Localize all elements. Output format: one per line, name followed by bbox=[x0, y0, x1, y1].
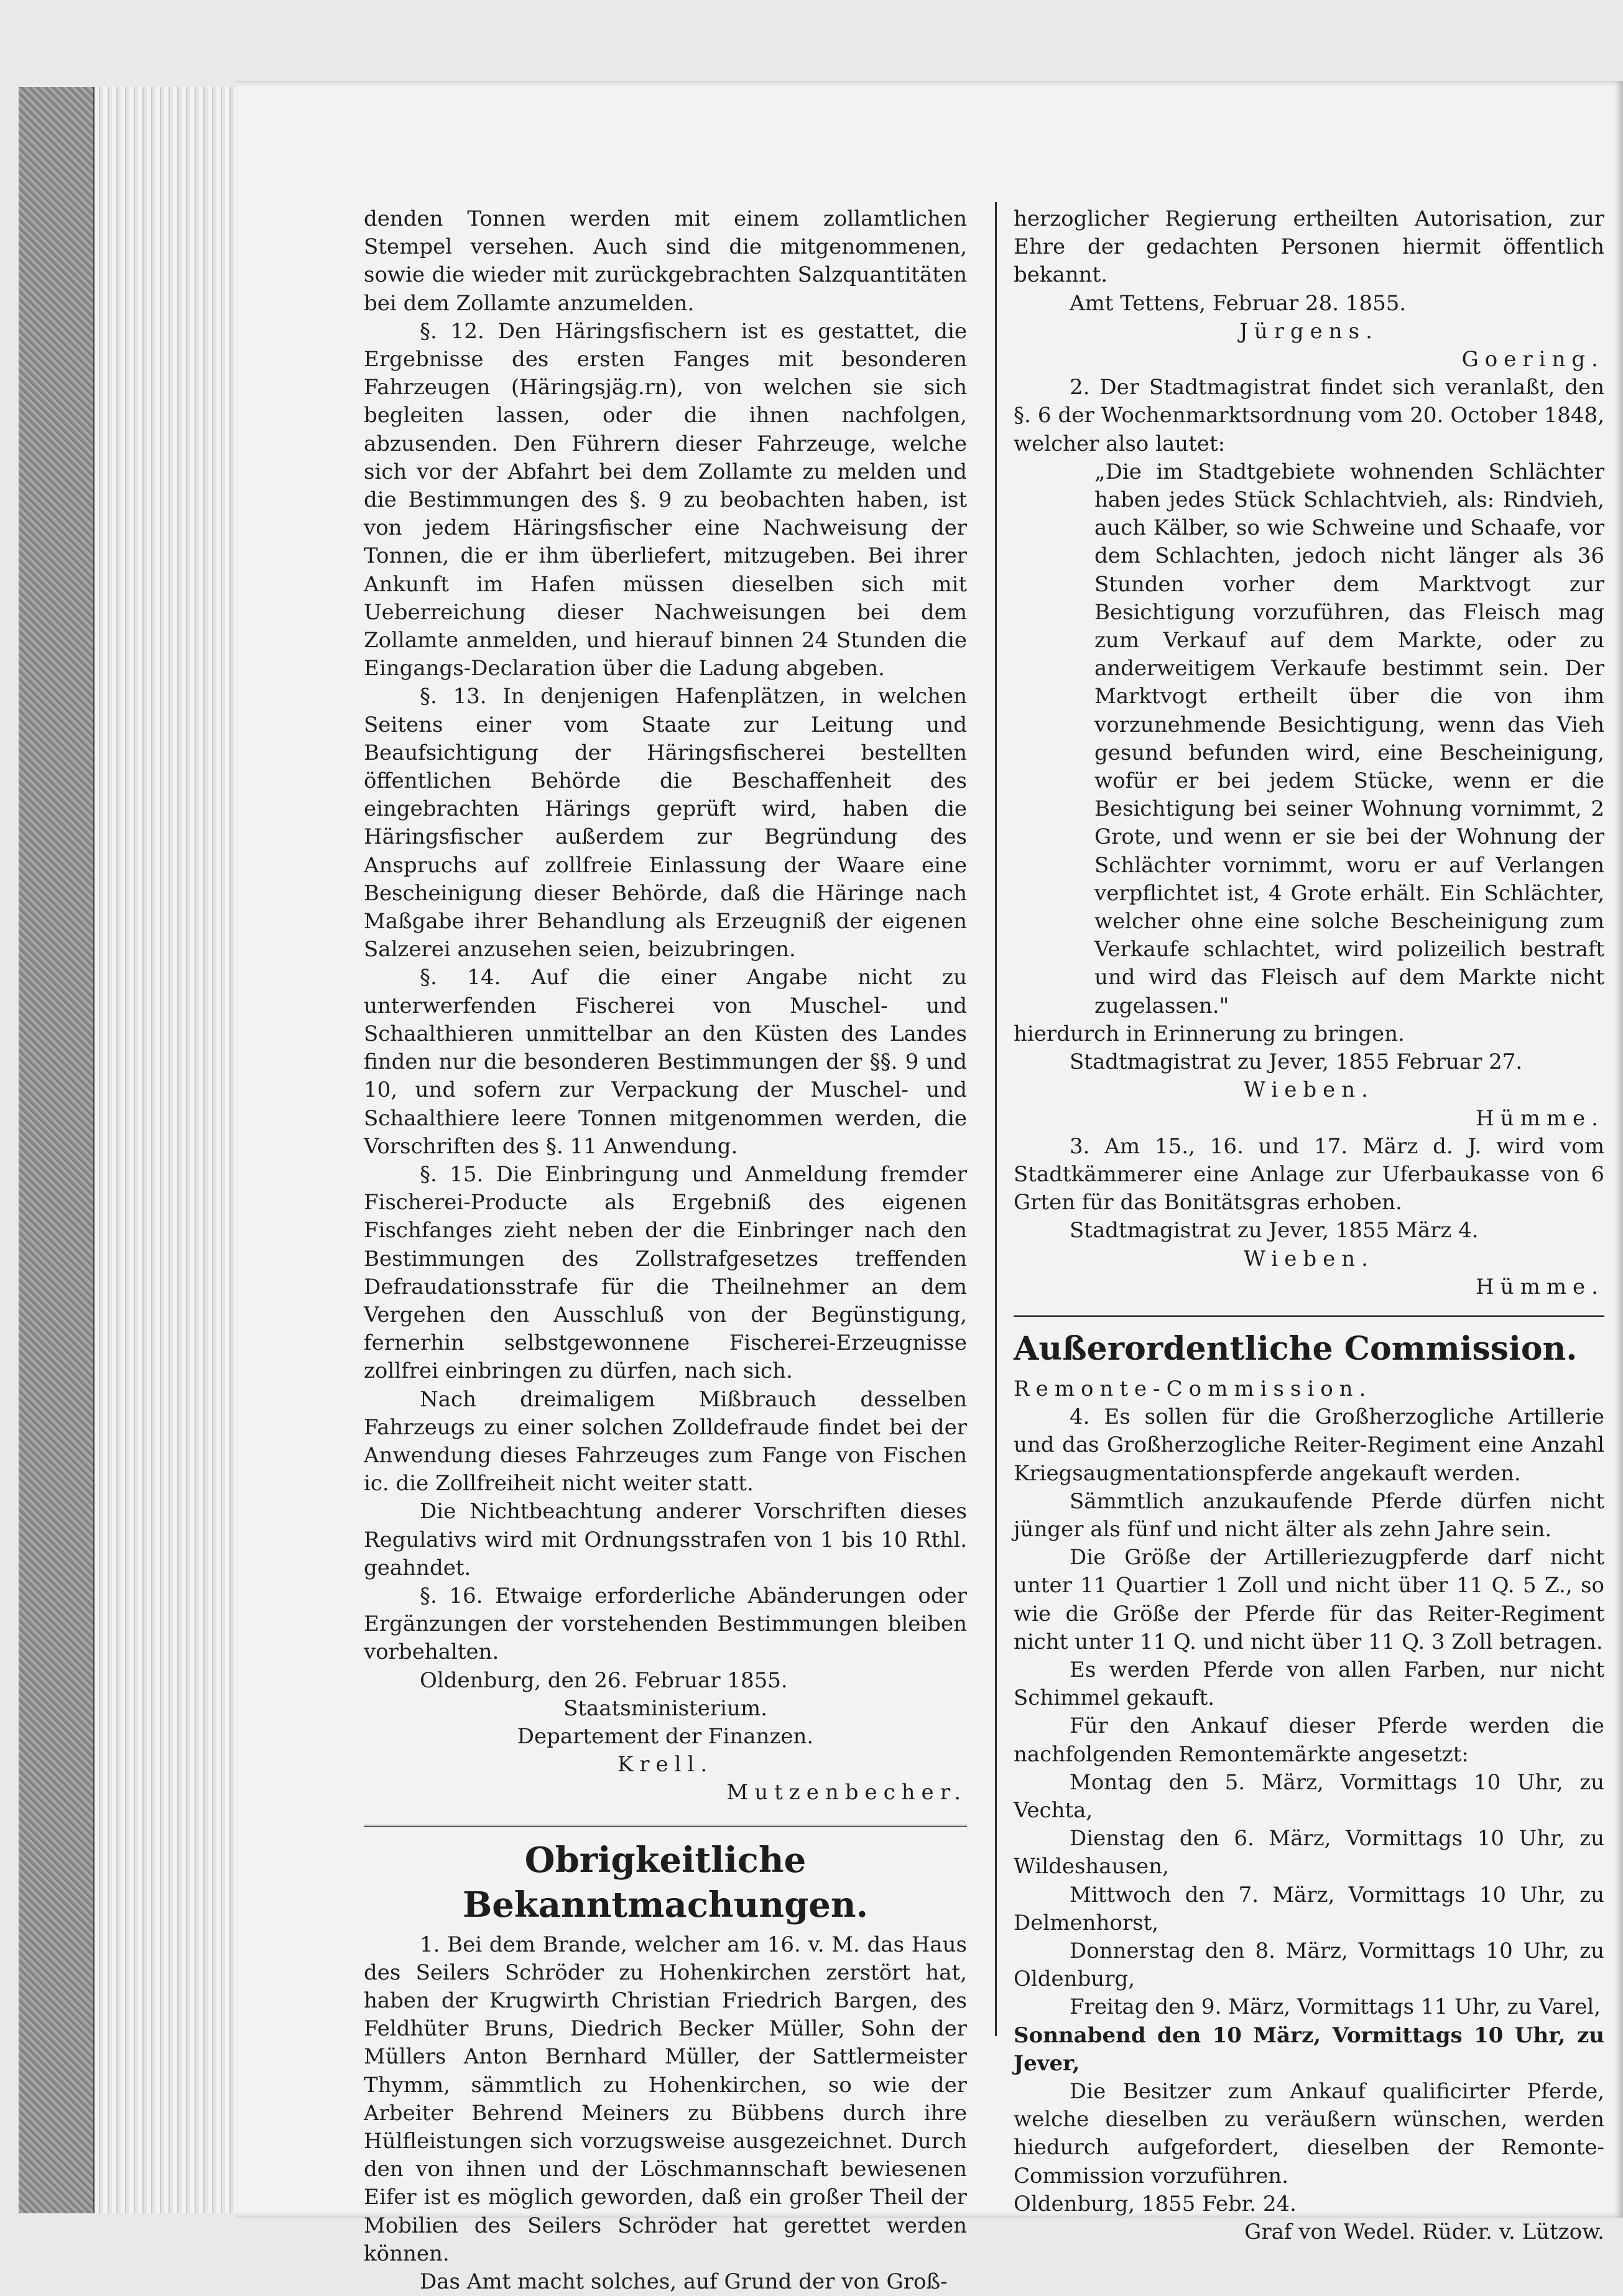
paragraph-notice-2: 2. Der Stadtmagistrat findet sich veranlaßt, den §. 6 der Wochenmarktsordnung vom 20. October 1848, welcher also lautet: bbox=[1014, 375, 1604, 456]
place-date: Amt Tettens, Februar 28. 1855. bbox=[1070, 290, 1407, 316]
paragraph-section-12: §. 12. Den Häringsfischern ist es gestattet, die Ergebnisse des ersten Fanges mit besonderen Fahrzeugen (Häringsjäg.rn), von welchen sie sich begleiten lassen, oder die ihnen nachfolgen, abzusenden. Den Führern dieser Fahrzeuge, welche sich vor der Abfahrt bei dem Zollamte zu melden und die Bestimmungen des §. 9 zu beobachten haben, ist von jedem Häringsfischer eine Nachweisung der Tonnen, die er ihm überliefert, mitzugeben. Bei ihrer Ankunft im Hafen müssen dieselben sich mit Ueberreichung dieser Nachweisungen bei dem Zollamte anmelden, und hierauf binnen 24 Stunden die Eingangs-Declaration über die Ladung abgeben. bbox=[364, 318, 967, 681]
market-entry: Dienstag den 6. März, Vormittags 10 Uhr, zu Wildeshausen, bbox=[1014, 1826, 1604, 1879]
ministry: Staatsministerium. bbox=[563, 1695, 767, 1721]
paragraph-section-16: §. 16. Etwaige erforderliche Abänderungen oder Ergänzungen der vorstehenden Bestimmungen bleiben vorbehalten. bbox=[364, 1583, 967, 1665]
market-entry: Donnerstag den 8. März, Vormittags 10 Uhr, zu Oldenburg, bbox=[1014, 1938, 1604, 1992]
left-column bbox=[364, 205, 967, 2296]
market-entry: Freitag den 9. März, Vormittags 11 Uhr, zu Varel, bbox=[1070, 1994, 1601, 2020]
place-date: Oldenburg, den 26. Februar 1855. bbox=[420, 1667, 788, 1693]
paragraph: Die Besitzer zum Ankauf qualificirter Pferde, welche dieselben zu veräußern wünschen, werden hiedurch aufgefordert, dieselben der Remonte-Commission vorzuführen. bbox=[1014, 2079, 1604, 2188]
paragraph-section-14: §. 14. Auf die einer Angabe nicht zu unterwerfenden Fischerei von Muschel- und Schaalthieren unmittelbar an den Küsten des Landes finden nur die besonderen Bestimmungen der §§. 9 und 10, und sofern zur Verpackung der Muschel- und Schaalthiere leere Tonnen mitgenommen werden, die Vorschriften des §. 11 Anwendung. bbox=[364, 965, 967, 1159]
paragraph-notice-4: 4. Es sollen für die Großherzogliche Artillerie und das Großherzogliche Reiter-Regiment eine Anzahl Kriegsaugmentationspferde angekauft werden. bbox=[1014, 1404, 1604, 1486]
subheading: Remonte-Commission. bbox=[1014, 1376, 1372, 1401]
section-heading: Außerordentliche Commission. bbox=[1014, 1315, 1604, 1372]
place-date: Stadtmagistrat zu Jever, 1855 März 4. bbox=[1070, 1218, 1479, 1243]
paragraph: Nach dreimaligem Mißbrauch desselben Fahrzeugs zu einer solchen Zolldefraude findet bei der Anwendung dieses Fahrzeuges zum Fange von Fischen ic. die Zollfreiheit nicht weiter statt. bbox=[364, 1386, 967, 1496]
paragraph: Es werden Pferde von allen Farben, nur nicht Schimmel gekauft. bbox=[1014, 1657, 1604, 1711]
page-edges bbox=[93, 87, 244, 2213]
signature-humme: Hümme. bbox=[1476, 1105, 1604, 1131]
signature-mutzenbecher: Mutzenbecher. bbox=[726, 1780, 967, 1805]
department: Departement der Finanzen. bbox=[517, 1723, 814, 1749]
quoted-regulation: „Die im Stadtgebiete wohnenden Schlächter haben jedes Stück Schlachtvieh, als: Rindvieh, auch Kälber, so wie Schweine und Schaafe, vor dem Schlachten, jedoch nicht länger als 36 Stunden vorher dem Marktvogt zur Besichtigung vorzuführen, das Fleisch mag zum Verkauf auf dem Markte, oder zu anderweitigem Verkaufe bestimmt sein. Der Marktvogt ertheilt über die von ihm vorzunehmende Besichtigung, wenn das Vieh gesund befunden wird, eine Bescheinigung, wofür er bei jedem Stücke, wenn er die Besichtigung bei seiner Wohnung vornimmt, 2 Grote, und wenn er sie bei der Wohnung der Schlächter vornimmt, woru er auf Verlangen verpflichtet ist, 4 Grote erhält. Ein Schlächter, welcher ohne eine solche Bescheinigung zum Verkaufe schlachtet, wird polizeilich bestraft und wird das Fleisch auf dem Markte nicht zugelassen." bbox=[1094, 459, 1604, 1018]
place-date: Oldenburg, 1855 Febr. 24. bbox=[1014, 2191, 1297, 2216]
signatures: Graf von Wedel. Rüder. v. Lützow. bbox=[1244, 2220, 1604, 2245]
market-entry: Mittwoch den 7. März, Vormittags 10 Uhr, zu Delmenhorst, bbox=[1014, 1882, 1604, 1935]
signature-krell: Krell. bbox=[617, 1752, 714, 1777]
signature-goering: Goering. bbox=[1461, 347, 1604, 372]
column-divider bbox=[995, 202, 997, 2036]
section-heading: Obrigkeitliche Bekanntmachungen. bbox=[364, 1825, 967, 1927]
paragraph: Das Amt macht solches, auf Grund der von Groß- bbox=[420, 2269, 948, 2295]
signature-humme: Hümme. bbox=[1476, 1274, 1604, 1299]
paragraph: Die Nichtbeachtung anderer Vorschriften dieses Regulativs wird mit Ordnungsstrafen von 1 bis 10 Rthl. geahndet. bbox=[364, 1499, 967, 1580]
market-entry: Sonnabend den 10 März, Vormittags 10 Uhr, zu Jever, bbox=[1014, 2022, 1604, 2076]
signature-wieben: Wieben. bbox=[1244, 1246, 1374, 1271]
paragraph-notice-3: 3. Am 15., 16. und 17. März d. J. wird vom Stadtkämmerer eine Anlage zur Uferbaukasse von 6 Grten für das Bonitätsgras erhoben. bbox=[1014, 1133, 1604, 1215]
paragraph: herzoglicher Regierung ertheilten Autorisation, zur Ehre der gedachten Personen hiermit öffentlich bekannt. bbox=[1014, 206, 1604, 288]
paragraph-section-13: §. 13. In denjenigen Hafenplätzen, in welchen Seitens einer vom Staate zur Leitung und Beaufsichtigung der Häringsfischerei bestellten öffentlichen Behörde die Beschaffenheit des eingebrachten Härings geprüft wird, haben die Häringsfischer außerdem zur Begründung des Anspruchs auf zollfreie Einlassung der Waare eine Bescheinigung dieser Behörde, daß die Häringe nach Maßgabe ihrer Behandlung als Erzeugniß der eigenen Salzerei anzusehen seien, beizubringen. bbox=[364, 684, 967, 962]
signature-wieben: Wieben. bbox=[1244, 1077, 1374, 1103]
place-date: Stadtmagistrat zu Jever, 1855 Februar 27. bbox=[1070, 1049, 1523, 1075]
market-entry: Montag den 5. März, Vormittags 10 Uhr, zu Vechta, bbox=[1014, 1769, 1604, 1823]
paragraph-section-15: §. 15. Die Einbringung und Anmeldung fremder Fischerei-Producte als Ergebniß des eigenen Fischfanges zieht neben der die Einbringer nach den Bestimmungen des Zollstrafgesetzes treffenden Defraudationsstrafe für die Theilnehmer an dem Vergehen den Ausschluß von der Begünstigung, fernerhin selbstgewonnene Fischerei-Erzeugnisse zollfrei einbringen zu dürfen, nach sich. bbox=[364, 1161, 967, 1384]
book-binding bbox=[19, 87, 99, 2213]
signature-juergens: Jürgens. bbox=[1239, 318, 1379, 344]
paragraph: Sämmtlich anzukaufende Pferde dürfen nicht jünger als fünf und nicht älter als zehn Jahre sein. bbox=[1014, 1488, 1604, 1542]
paragraph: Für den Ankauf dieser Pferde werden die nachfolgenden Remontemärkte angesetzt: bbox=[1014, 1713, 1604, 1767]
right-column bbox=[1014, 205, 1604, 2246]
paragraph: Die Größe der Artilleriezugpferde darf nicht unter 11 Quartier 1 Zoll und nicht über 11 Q. 5 Z., so wie die Größe der Pferde für das Reiter-Regiment nicht unter 11 Q. und nicht über 11 Q. 3 Zoll betragen. bbox=[1014, 1545, 1604, 1654]
paragraph: hierdurch in Erinnerung zu bringen. bbox=[1014, 1021, 1405, 1046]
paragraph-notice-1: 1. Bei dem Brande, welcher am 16. v. M. das Haus des Seilers Schröder zu Hohenkirchen zerstört hat, haben der Krugwirth Christian Friedrich Bargen, des Feldhüter Bruns, Diedrich Becker Müller, Sohn der Müllers Anton Bernhard Müller, der Sattlermeister Thymm, sämmtlich zu Hohenkirchen, so wie der Arbeiter Behrend Meiners zu Bübbens durch ihre Hülfleistungen sich vorzugsweise ausgezeichnet. Durch den von ihnen und der Löschmannschaft bewiesenen Eifer ist es möglich geworden, daß ein großer Theil der Mobilien des Seilers Schröder hat gerettet werden können. bbox=[364, 1932, 967, 2266]
paragraph: denden Tonnen werden mit einem zollamtlichen Stempel versehen. Auch sind die mitgenommenen, sowie die wieder mit zurückgebrachten Salzquantitäten bei dem Zollamte anzumelden. bbox=[364, 206, 967, 316]
